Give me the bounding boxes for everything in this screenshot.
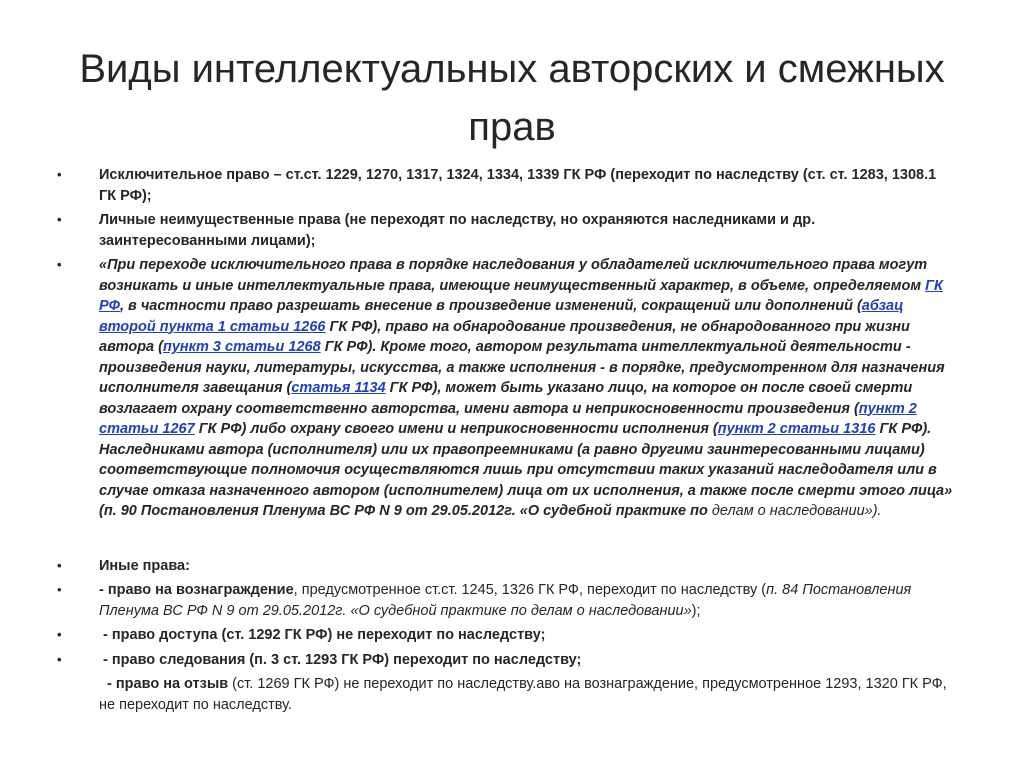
reward-right-label: - право на вознаграждение xyxy=(99,582,294,598)
recall-right-label: - право на отзыв xyxy=(99,676,229,692)
quote-text: «При переходе исключительного права в порядке наследования у обладателей исключительного права могут возникать и иные интеллектуальные права, имеющие неимущественный характер, в объеме, определяемом xyxy=(99,257,928,294)
recall-right-text: (ст. 1269 ГК РФ) не переходит по наследству.аво на вознаграждение, предусмотренное 1293, 1320 ГК РФ, не переходит по наследству. xyxy=(99,676,947,713)
quote-text: ГК РФ). Кроме того, автором результата интеллектуальной деятельности - произведения науки, литературы, искусства, а также исполнения - в порядке, предусмотренном для назначения исполнителя завещания ( xyxy=(99,339,945,396)
rights-list xyxy=(57,165,957,719)
link-article-1266[interactable]: абзац второй пункта 1 статьи 1266 xyxy=(99,298,904,335)
reward-right-citation: п. 84 Постановления Пленума ВС РФ N 9 от 29.05.2012г. «О судебной практике по делам о наследовании» xyxy=(99,582,912,619)
link-gk-rf[interactable]: ГК РФ xyxy=(99,277,943,314)
quote-text-end: делам о наследовании»). xyxy=(711,503,882,519)
bullet-icon: • xyxy=(57,627,62,642)
slide-title: Виды интеллектуальных авторских и смежных прав xyxy=(79,47,945,149)
other-rights-heading: Иные права: xyxy=(99,557,190,574)
list-item-exclusive-right xyxy=(57,165,957,206)
spacer xyxy=(57,526,957,556)
reward-right-end: ); xyxy=(691,602,701,619)
link-article-1267[interactable]: пункт 2 статьи 1267 xyxy=(99,400,917,437)
link-article-1316[interactable]: пункт 2 статьи 1316 xyxy=(717,421,876,437)
list-item-court-quote xyxy=(57,255,957,522)
quote-text: ГК РФ) либо охрану своего имени и неприкосновенности исполнения ( xyxy=(194,421,718,437)
recall-right-paragraph xyxy=(57,674,957,715)
list-item-personal-rights xyxy=(57,210,957,251)
list-item-other-rights xyxy=(57,556,957,577)
bullet-icon: • xyxy=(57,557,62,573)
list-item-reward-right xyxy=(57,580,957,621)
quote-text: ГК РФ), право на обнародование произведения, не обнародованного при жизни автора ( xyxy=(99,318,910,355)
bullet-icon: • xyxy=(57,257,62,272)
reward-right-text: , предусмотренное ст.ст. 1245, 1326 ГК РФ, переходит по наследству ( xyxy=(293,582,767,598)
bullet-icon: • xyxy=(57,651,62,667)
bullet-icon: • xyxy=(57,167,62,182)
exclusive-right-text: Исключительное право – ст.ст. 1229, 1270, 1317, 1324, 1334, 1339 ГК РФ (переходит по наследству (ст. ст. 1283, 1308.1 ГК РФ); xyxy=(99,167,937,204)
personal-rights-text: Личные неимущественные права (не переходят по наследству, но охраняются наследниками и др. заинтересованными лицами); xyxy=(99,212,816,249)
link-article-1134[interactable]: статья 1134 xyxy=(291,380,386,396)
bullet-icon: • xyxy=(57,582,62,597)
link-article-1268[interactable]: пункт 3 статьи 1268 xyxy=(162,339,321,355)
access-right-text: - право доступа (ст. 1292 ГК РФ) не переходит по наследству; xyxy=(99,627,546,643)
quote-text: ГК РФ), может быть указано лицо, на которое он после своей смерти возлагает охрану соответственно авторства, имени автора и неприкосновенности произведения ( xyxy=(99,380,913,417)
quote-text: , в частности право разрешать внесение в произведение изменений, сокращений или дополнений ( xyxy=(120,298,862,314)
list-item-follow-right xyxy=(57,650,957,671)
list-item-access-right xyxy=(57,625,957,646)
bullet-icon: • xyxy=(57,212,62,227)
quote-text: ГК РФ). Наследниками автора (исполнителя) или их правопреемниками (а равно другими заинтересованными лицами) соответствующие полномочия осуществляются лишь при отсутствии таких указаний наследодателя или в случае отказа назначенного автором (исполнителем) лица от их исполнения, а также после смерти этого лица» (п. 90 Постановления Пленума ВС РФ N 9 от 29.05.2012г. «О судебной практике по xyxy=(99,421,953,519)
follow-right-text: - право следования (п. 3 ст. 1293 ГК РФ) переходит по наследству; xyxy=(99,651,582,668)
